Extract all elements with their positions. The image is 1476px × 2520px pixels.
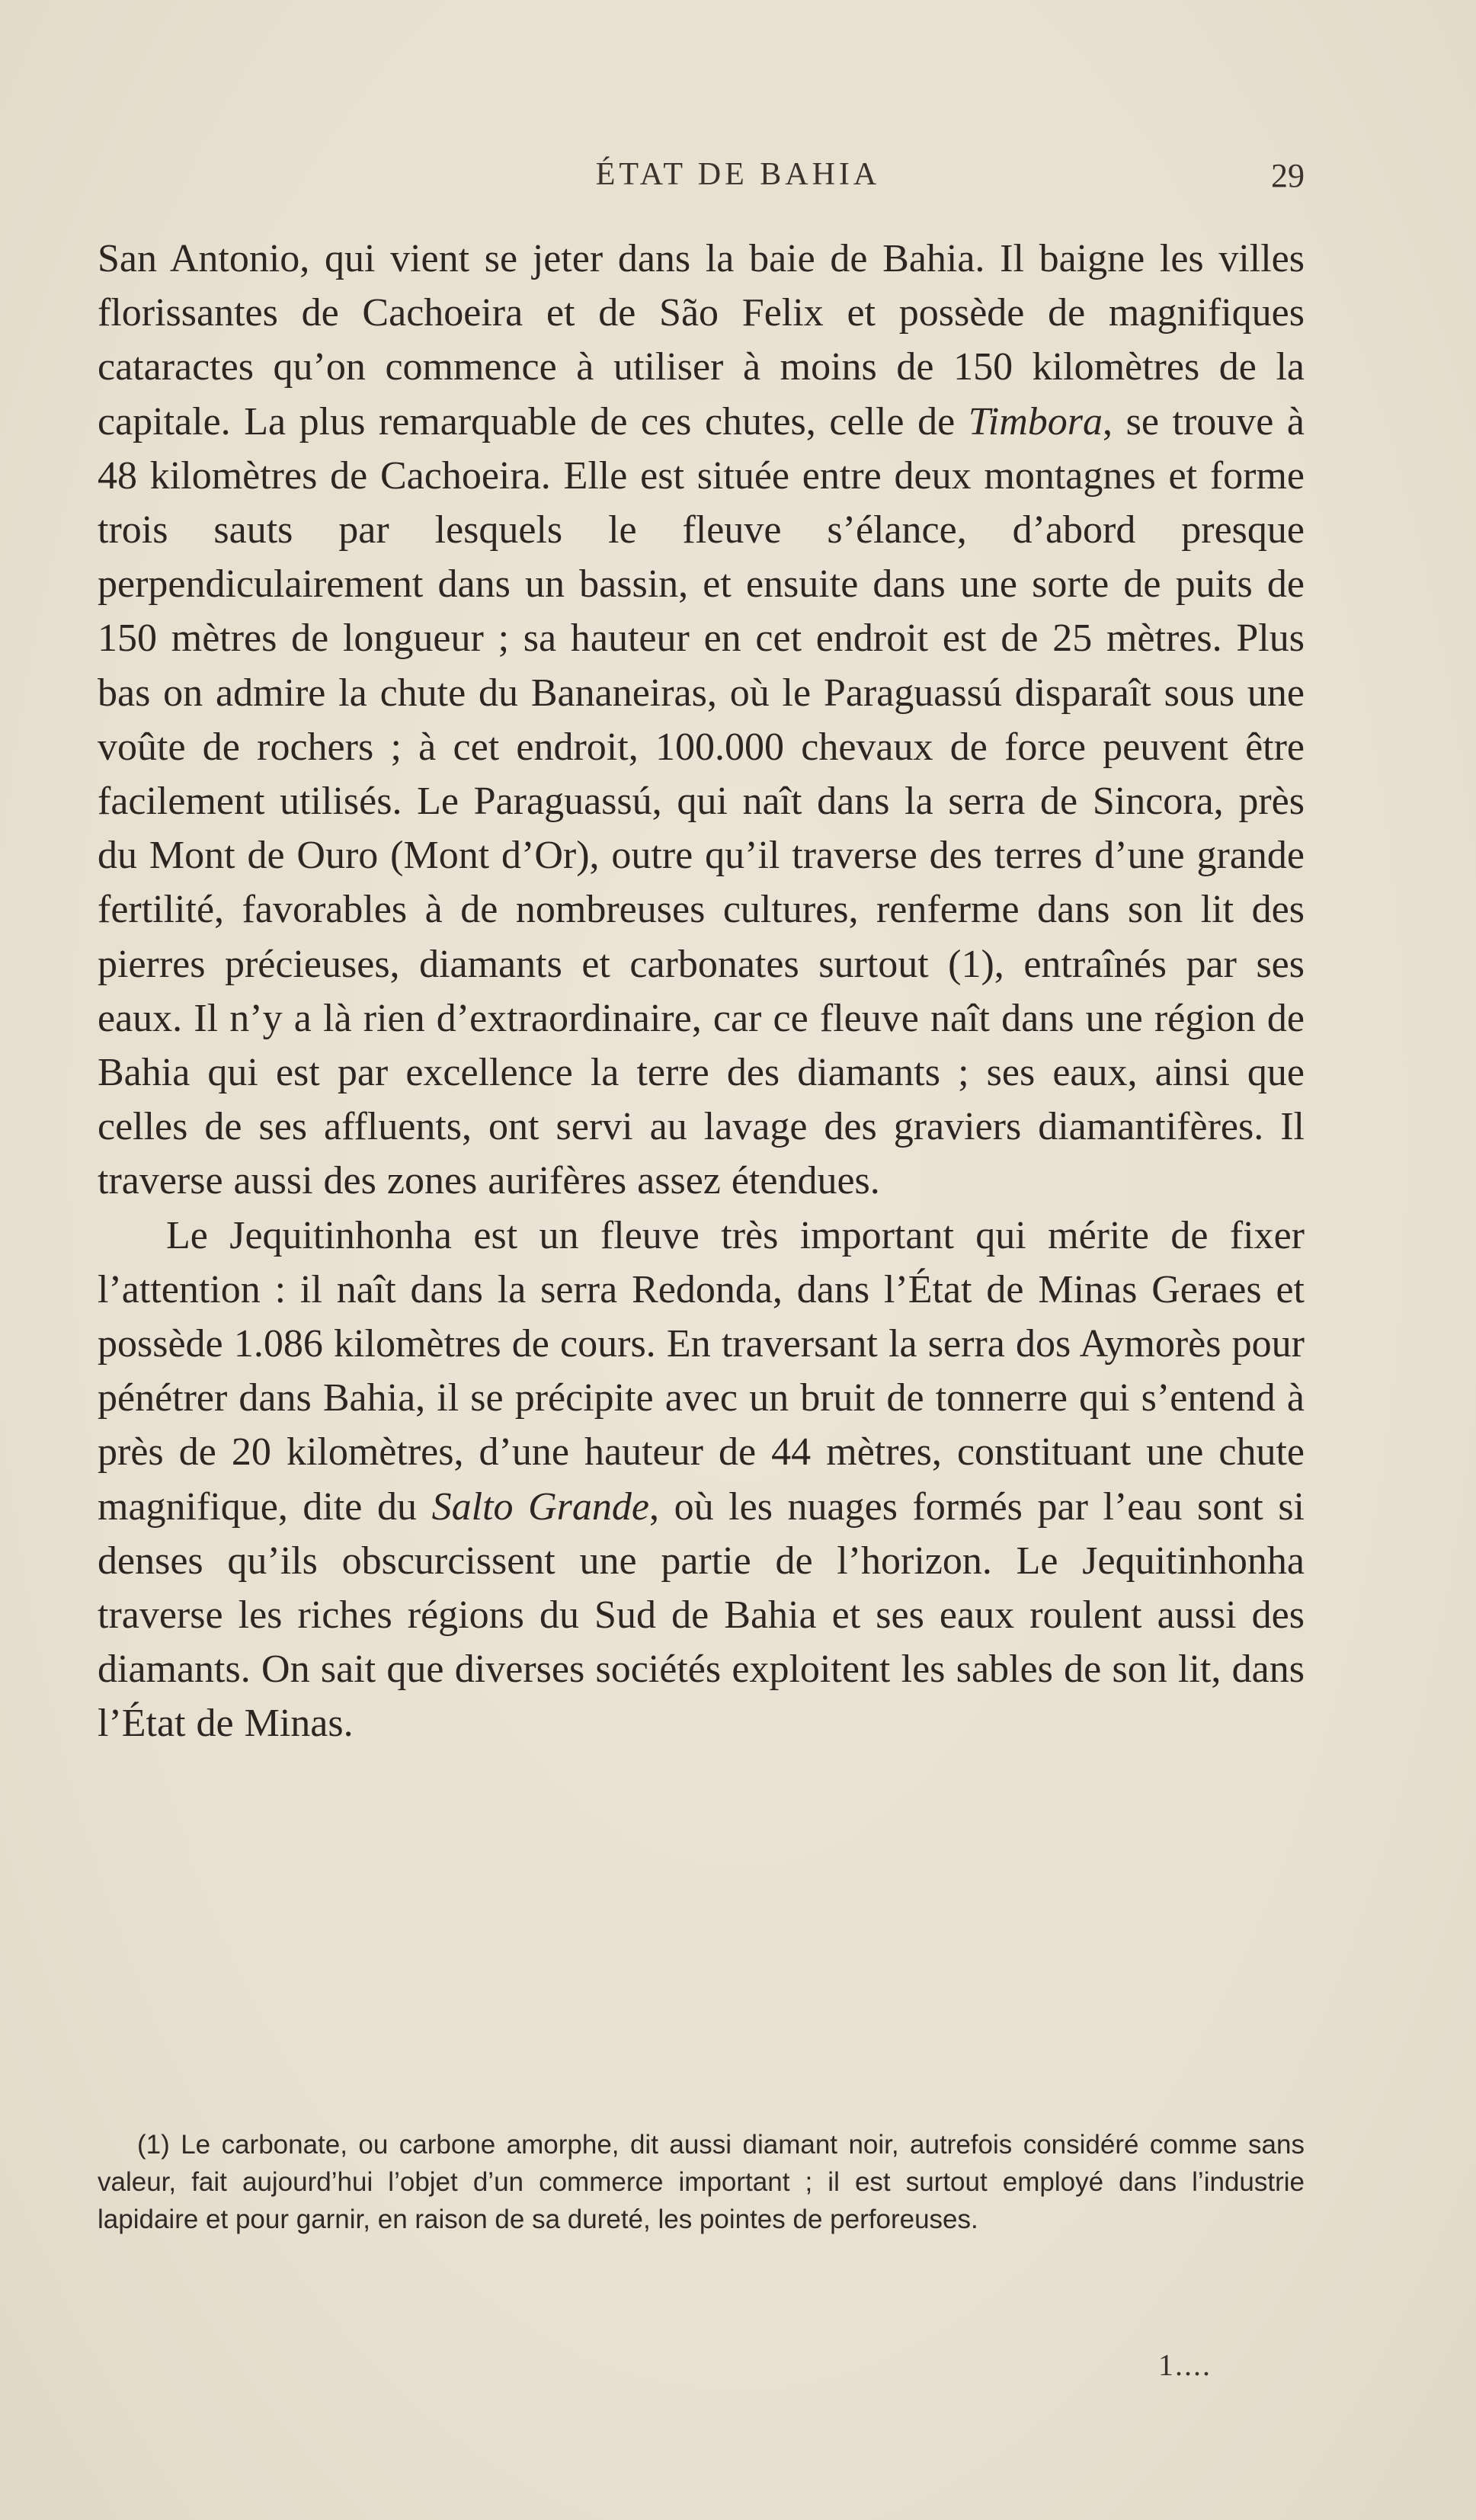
signature-mark: 1.... xyxy=(1158,2348,1212,2382)
italic-run: Timbora xyxy=(968,399,1103,443)
page-number: 29 xyxy=(1271,157,1305,194)
text-run: San Antonio, qui vient se jeter dans la baie de Bahia. Il baigne les villes florissantes de Cachoeira et de São Felix et possède de magnifiques cataractes qu’on commence à utiliser à moins de 150 kilomètres de la capitale. La plus remarquable de ces chutes, celle de xyxy=(98,237,1305,443)
text-run: Le Jequitinhonha est un fleuve très important qui mérite de fixer l’attention : il naît dans la serra Redonda, dans l’État de Minas Geraes et possède 1.086 kilomètres de cours. En traversant la serra dos Aymorès pour pénétrer dans Bahia, il se précipite avec un bruit de tonnerre qui s’entend à près de 20 kilomètres, d’une hauteur de 44 mètres, constituant une chute magnifique, dite du xyxy=(98,1213,1305,1529)
italic-run: Salto Grande xyxy=(431,1484,649,1529)
paragraph-san-antonio xyxy=(98,232,1305,1209)
footnote: (1) Le carbonate, ou carbone amorphe, dit aussi diamant noir, autrefois considéré comme sans valeur, fait aujourd’hui l’objet d’un commerce important ; il est surtout employé dans l’industrie lapidaire et pour garnir, en raison de sa dureté, les pointes de perforeuses. xyxy=(98,2130,1305,2234)
running-header xyxy=(0,156,1476,202)
paragraph-jequitinhonha xyxy=(98,1209,1305,1751)
text-run: , où les nuages formés par l’eau sont si denses qu’ils obscurcissent une partie de l’horizon. Le Jequitinhonha traverse les riches régions du Sud de Bahia et ses eaux roulent aussi des diamants. On sait que diverses sociétés exploitent les sables de son lit, dans l’État de Minas. xyxy=(98,1484,1305,1746)
body-text xyxy=(98,232,1305,1751)
text-run: , se trouve à 48 kilomètres de Cachoeira. Elle est située entre deux montagnes et forme trois sauts par lesquels le fleuve s’élance, d’abord presque perpendiculairement dans un bassin, et ensuite dans une sorte de puits de 150 mètres de longueur ; sa hauteur en cet endroit est de 25 mètres. Plus bas on admire la chute du Bananeiras, où le Paraguassú disparaît sous une voûte de rochers ; à cet endroit, 100.000 chevaux de force peuvent être facilement utilisés. Le Paraguassú, qui naît dans la serra de Sincora, près du Mont de Ouro (Mont d’Or), outre qu’il traverse des terres d’une grande fertilité, favorables à de nombreuses cultures, renferme dans son lit des pierres précieuses, diamants et carbonates surtout (1), entraînés par ses eaux. Il n’y a là rien d’extraordinaire, car ce fleuve naît dans une région de Bahia qui est par excellence la terre des diamants ; ses eaux, ainsi que celles de ses affluents, ont servi au lavage des graviers diamantifères. Il traverse aussi des zones aurifères assez étendues. xyxy=(98,399,1305,1203)
running-title: ÉTAT DE BAHIA xyxy=(595,157,881,192)
